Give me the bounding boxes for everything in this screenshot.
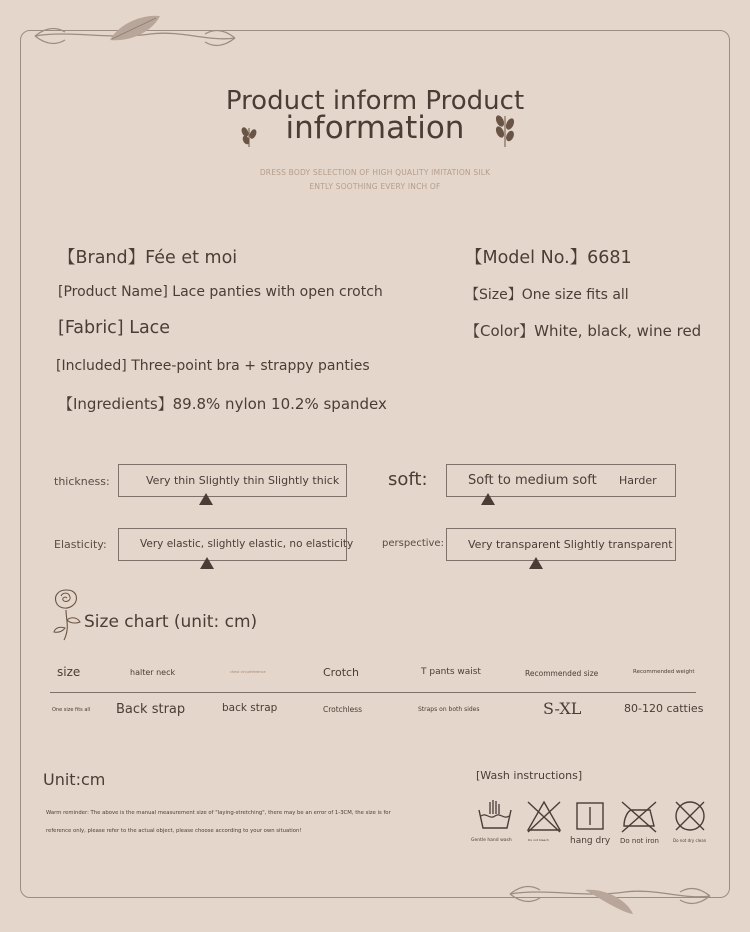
perspective-label: perspective: — [382, 538, 444, 549]
subtitle-line2: ENTLY SOOTHING EVERY INCH OF — [309, 182, 441, 191]
do-not-bleach-caption: Do not bleach — [528, 838, 549, 842]
cell-recommended-size: S-XL — [543, 699, 582, 718]
soft-marker — [481, 493, 495, 505]
soft-label: soft: — [388, 469, 428, 490]
thickness-label: thickness: — [54, 475, 110, 488]
product-name-text: [Product Name] Lace panties with open crotch — [58, 284, 383, 300]
fabric-text: [Fabric] Lace — [58, 318, 171, 338]
wheat-icon-right — [492, 112, 518, 148]
thickness-marker — [199, 493, 213, 505]
cell-chest: back strap — [222, 702, 278, 714]
elasticity-scale — [118, 528, 354, 561]
unit-note: Unit:cm — [43, 770, 106, 789]
hang-dry-icon — [575, 801, 605, 831]
brand-text: 【Brand】Fée et moi — [58, 248, 238, 268]
perspective-scale — [446, 528, 676, 561]
do-not-dry-clean-icon — [672, 799, 708, 833]
cell-halter-neck: Back strap — [116, 702, 186, 717]
header-size: size — [57, 665, 81, 679]
cell-t-pants-waist: Straps on both sides — [418, 706, 480, 713]
elasticity-marker — [200, 557, 214, 569]
thickness-scale-text: Very thin Slightly thin Slightly thick — [146, 474, 340, 487]
do-not-iron-icon — [620, 800, 658, 834]
ingredients-text: 【Ingredients】89.8% nylon 10.2% spandex — [58, 395, 387, 413]
do-not-bleach-icon — [526, 800, 562, 834]
model-text: 【Model No.】6681 — [465, 248, 632, 268]
wheat-icon-left — [238, 122, 260, 148]
cell-crotch: Crotchless — [323, 705, 363, 714]
subtitle-line1: DRESS BODY SELECTION OF HIGH QUALITY IMITATION SILK — [259, 168, 491, 177]
page-title-line2: information — [285, 110, 465, 146]
hand-wash-icon — [477, 798, 513, 832]
thickness-scale — [118, 464, 347, 497]
soft-scale-text: Soft to medium soft — [468, 473, 597, 488]
rose-icon — [50, 586, 84, 642]
header-halter-neck: halter neck — [130, 668, 176, 677]
header-recommended-weight: Recommended weight — [633, 669, 695, 675]
size-text: 【Size】One size fits all — [465, 287, 629, 303]
cell-size: One size fits all — [52, 707, 91, 713]
cell-recommended-weight: 80-120 catties — [624, 702, 704, 715]
leaf-ornament-bottom-icon — [505, 878, 715, 918]
do-not-iron-caption: Do not iron — [620, 837, 659, 845]
wash-title: [Wash instructions] — [476, 769, 583, 782]
header-recommended-size: Recommended size — [525, 669, 599, 678]
elasticity-scale-text: Very elastic, slightly elastic, no elasticity — [140, 538, 354, 550]
hand-wash-caption: Gentle hand wash — [471, 838, 512, 843]
header-t-pants-waist: T pants waist — [421, 667, 481, 677]
perspective-marker — [529, 557, 543, 569]
hang-dry-caption: hang dry — [570, 836, 611, 846]
header-crotch: Crotch — [323, 666, 360, 679]
do-not-dry-clean-caption: Do not dry clean — [673, 838, 707, 843]
elasticity-label: Elasticity: — [54, 538, 107, 551]
warm-reminder-line1: Warm reminder: The above is the manual measurement size of "laying-stretching", there may be an error of 1-3CM, the size is for — [46, 810, 391, 816]
color-text: 【Color】White, black, wine red — [465, 322, 702, 340]
warm-reminder-line2: reference only, please refer to the actual object, please choose according to your own situation! — [46, 828, 302, 834]
leaf-ornament-top-icon — [30, 12, 240, 52]
soft-scale-text2: Harder — [619, 474, 657, 487]
perspective-scale-text: Very transparent Slightly transparent — [468, 538, 673, 551]
page-title-line1: Product inform Product — [225, 86, 525, 116]
included-text: [Included] Three-point bra + strappy panties — [56, 358, 370, 374]
size-chart-divider — [50, 692, 696, 693]
header-chest: chest circumference — [230, 670, 266, 674]
size-chart-title: Size chart (unit: cm) — [84, 612, 258, 632]
